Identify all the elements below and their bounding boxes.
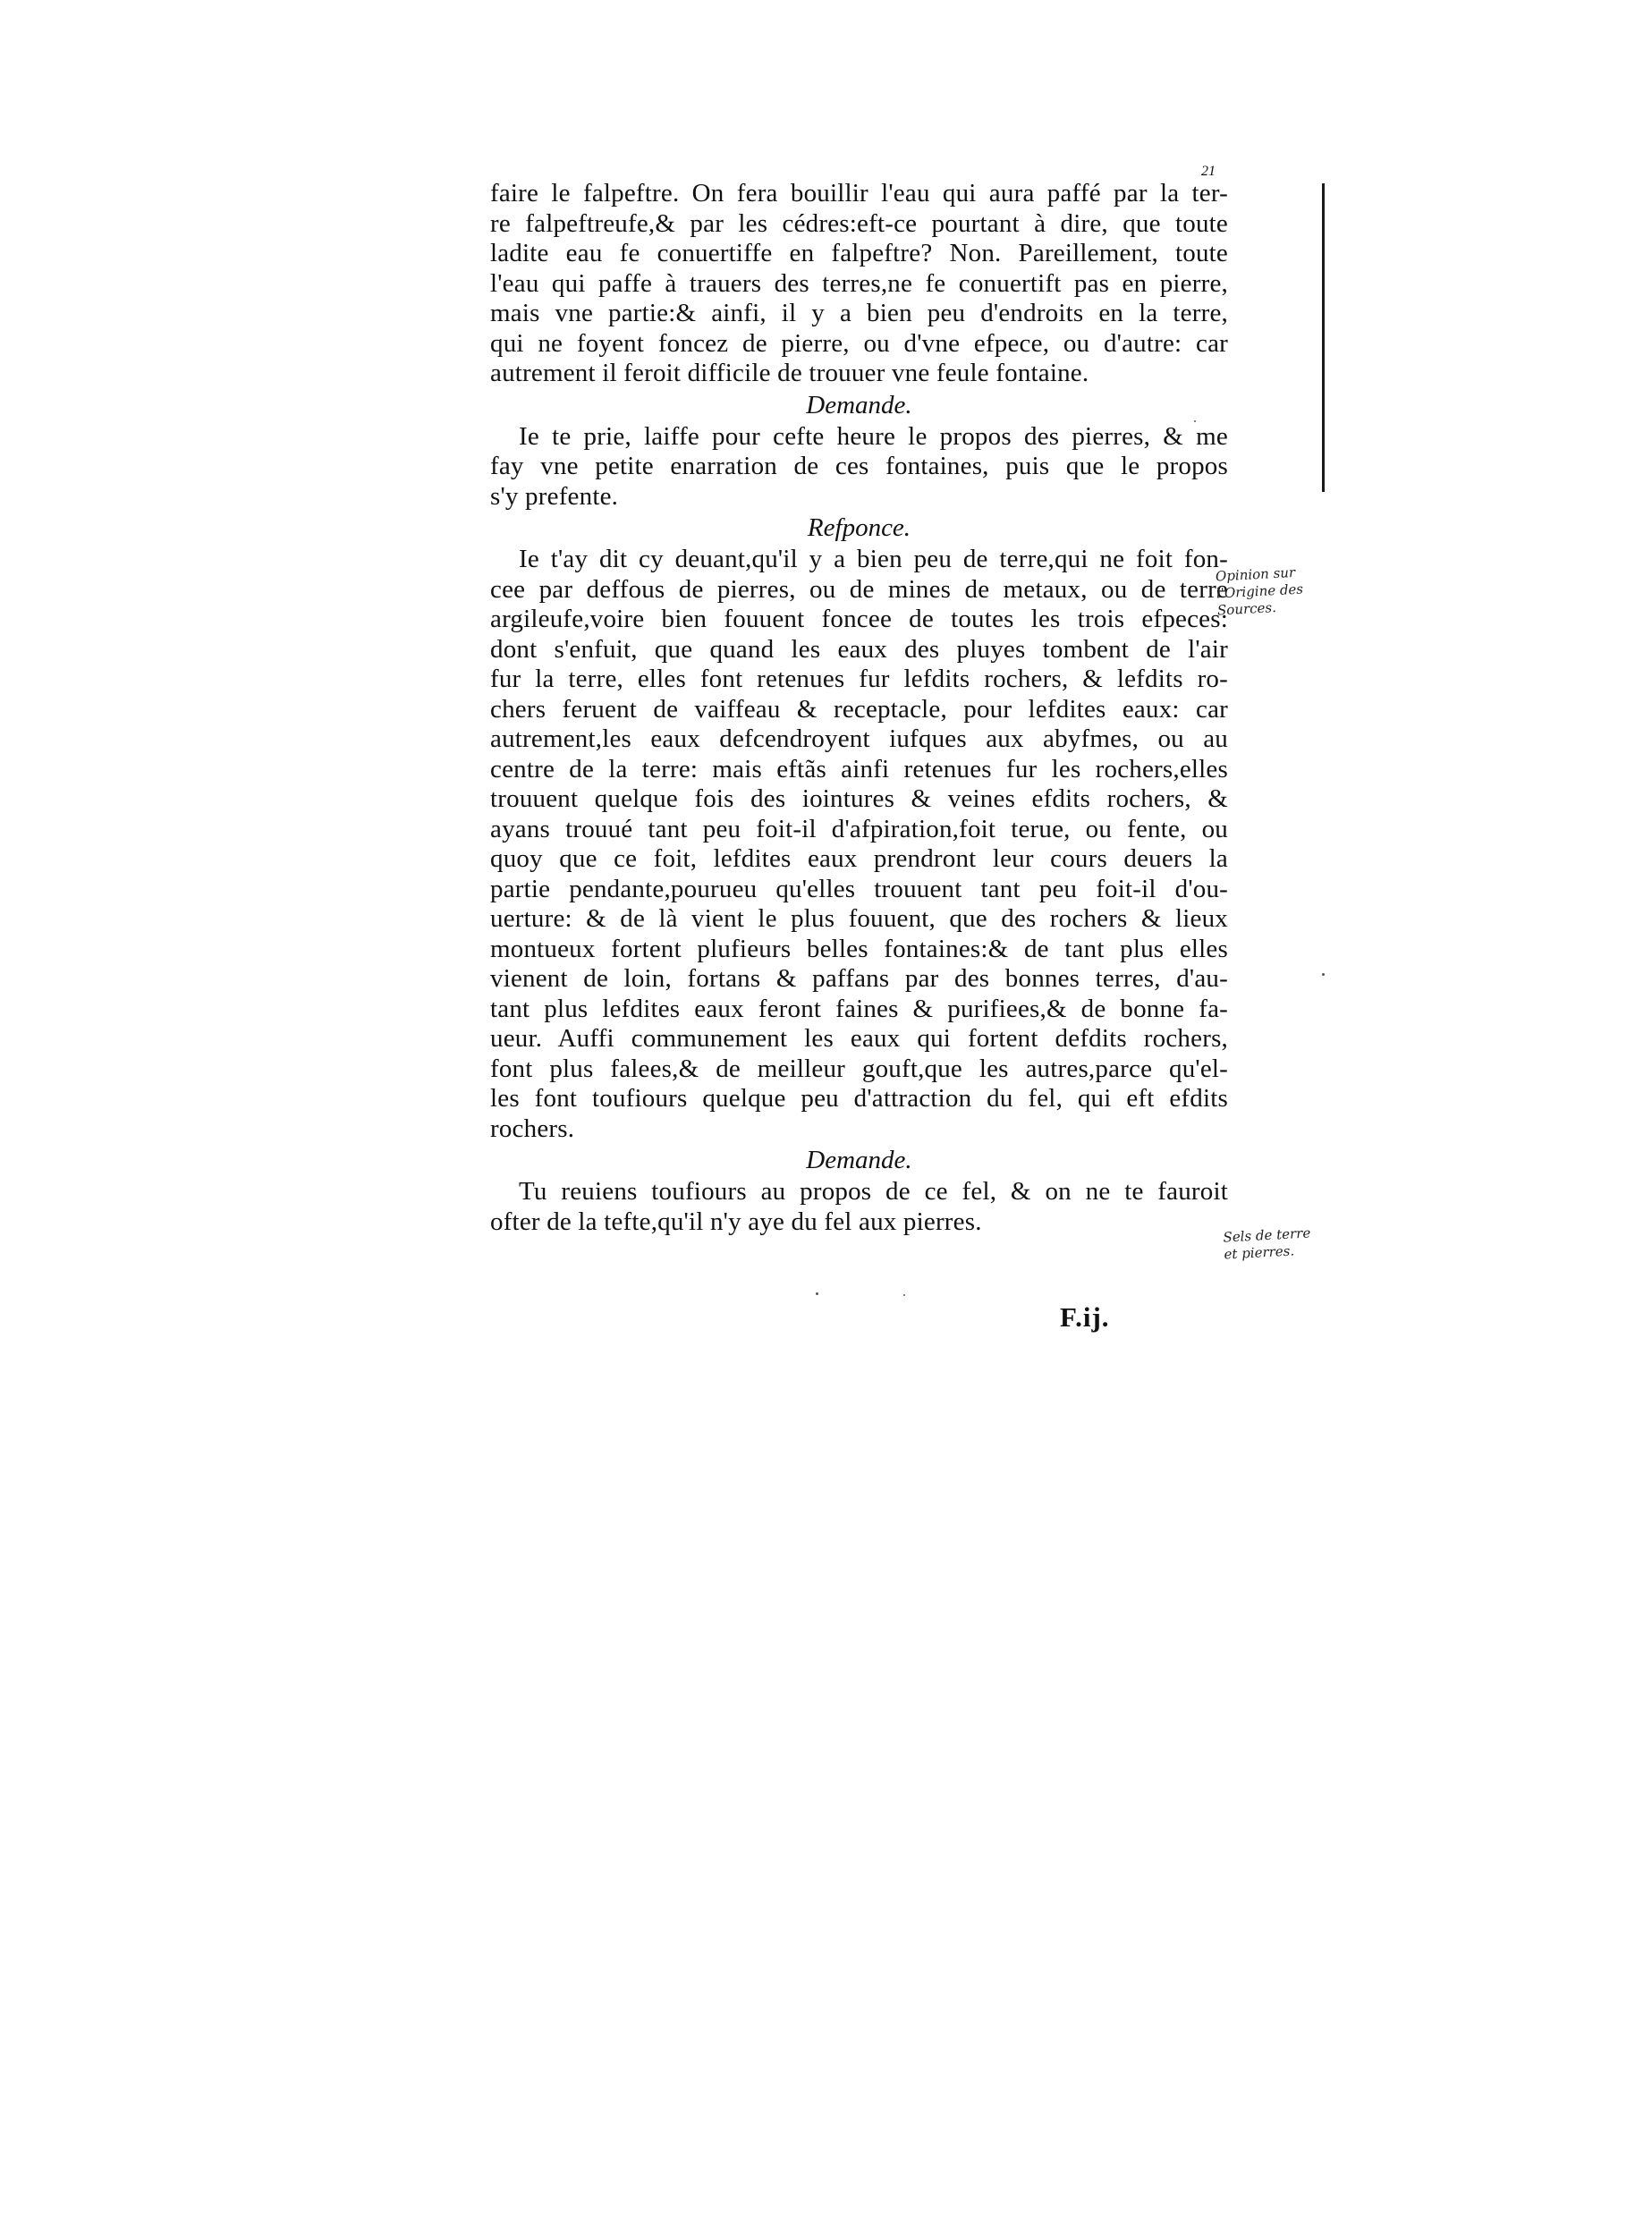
ink-speck (1322, 973, 1325, 976)
margin-note-sources (1216, 563, 1305, 619)
paragraph-4 (490, 1177, 1228, 1237)
margin-note-line: Sels de terre (1223, 1224, 1311, 1246)
text-line: vienent de loin, fortans & paffans par des bonnes terres, d'au- (490, 964, 1228, 993)
text-line: autrement il feroit difficile de trouuer vne feule fontaine. (490, 359, 1089, 387)
text-line: centre de la terre: mais eftãs ainfi retenues fur les rochers,elles (490, 754, 1228, 783)
paragraph-2 (490, 422, 1228, 512)
text-line: les font toufiours quelque peu d'attraction du fel, qui eft efdits (490, 1084, 1228, 1113)
text-line: trouuent quelque fois des iointures & veines efdits rochers, & (490, 784, 1228, 813)
ink-speck (1194, 420, 1196, 422)
section-heading: Refponce. (807, 513, 911, 542)
text-line: autrement,les eaux defcendroyent iufques aux abyfmes, ou au (490, 724, 1228, 753)
text-line: faire le falpeftre. On fera bouillir l'eau qui aura paffé par la ter- (490, 179, 1228, 208)
text-line: Ie te prie, laiffe pour cefte heure le propos des pierres, & me (519, 421, 1228, 451)
margin-note-line: et pierres. (1224, 1242, 1295, 1263)
text-line: Ie t'ay dit cy deuant,qu'il y a bien peu de terre,qui ne foit fon- (519, 545, 1228, 573)
text-line: ladite eau fe conuertiffe en falpeftre? Non. Pareillement, toute (490, 239, 1228, 267)
text-line: chers feruent de vaiffeau & receptacle, pour lefdites eaux: car (490, 694, 1228, 724)
text-block (490, 179, 1228, 1237)
ink-speck (903, 1294, 905, 1296)
folio-number: 21 (1201, 164, 1216, 179)
text-line: mais vne partie:& ainfi, il y a bien peu d'endroits en la terre, (490, 299, 1228, 327)
text-line: dont s'enfuit, que quand les eaux des pluyes tombent de l'air (490, 634, 1228, 664)
text-line: uerture: & de là vient le plus fouuent, que des rochers & lieux (490, 904, 1228, 933)
text-line: ueur. Auffi communement les eaux qui fortent defdits rochers, (490, 1024, 1228, 1053)
section-heading: Demande. (806, 1146, 912, 1174)
text-line: tant plus lefdites eaux feront faines & purifiees,& de bonne fa- (490, 994, 1228, 1023)
text-line: cee par deffous de pierres, ou de mines de metaux, ou de terre (490, 574, 1228, 604)
section-heading: Demande. (806, 390, 912, 419)
margin-note-line: Opinion sur (1215, 563, 1296, 585)
paragraph-3 (490, 545, 1228, 1144)
text-line: l'eau qui paffe à trauers des terres,ne fe conuertift pas en pierre, (490, 268, 1228, 298)
text-line: quoy que ce foit, lefdites eaux prendront leur cours deuers la (490, 844, 1228, 873)
text-line: ayans trouué tant peu foit-il d'afpiration,foit terue, ou fente, ou (490, 814, 1228, 843)
margin-note-line: l'Origine des (1216, 580, 1304, 602)
text-line: partie pendante,pourueu qu'elles trouuent tant peu foit-il d'ou- (490, 874, 1228, 903)
text-line: montueux fortent plufieurs belles fontaines:& de tant plus elles (490, 934, 1228, 963)
margin-note-salts (1223, 1224, 1312, 1263)
ink-speck (816, 1292, 818, 1295)
text-line: qui ne foyent foncez de pierre, ou d'vne efpece, ou d'autre: car (490, 328, 1228, 358)
text-line: rochers. (490, 1114, 575, 1143)
text-line: argileufe,voire bien fouuent foncee de toutes les trois efpeces: (490, 605, 1228, 633)
text-line: font plus falees,& de meilleur gouft,que les autres,parce qu'el- (490, 1054, 1228, 1083)
text-line: ofter de la tefte,qu'il n'y aye du fel aux pierres. (490, 1207, 982, 1236)
margin-note-line: Sources. (1216, 599, 1277, 619)
text-line: Tu reuiens toufiours au propos de ce fel, & on ne te fauroit (519, 1177, 1228, 1206)
text-line: fur la terre, elles font retenues fur lefdits rochers, & lefdits ro- (490, 665, 1228, 693)
signature-mark: F.ij. (1060, 1301, 1110, 1333)
text-line: s'y prefente. (490, 481, 619, 511)
margin-ink-rule (1322, 183, 1325, 492)
text-line: re falpeftreufe,& par les cédres:eft-ce pourtant à dire, que toute (490, 208, 1228, 238)
text-line: fay vne petite enarration de ces fontaines, puis que le propos (490, 452, 1228, 480)
paragraph-1 (490, 179, 1228, 389)
